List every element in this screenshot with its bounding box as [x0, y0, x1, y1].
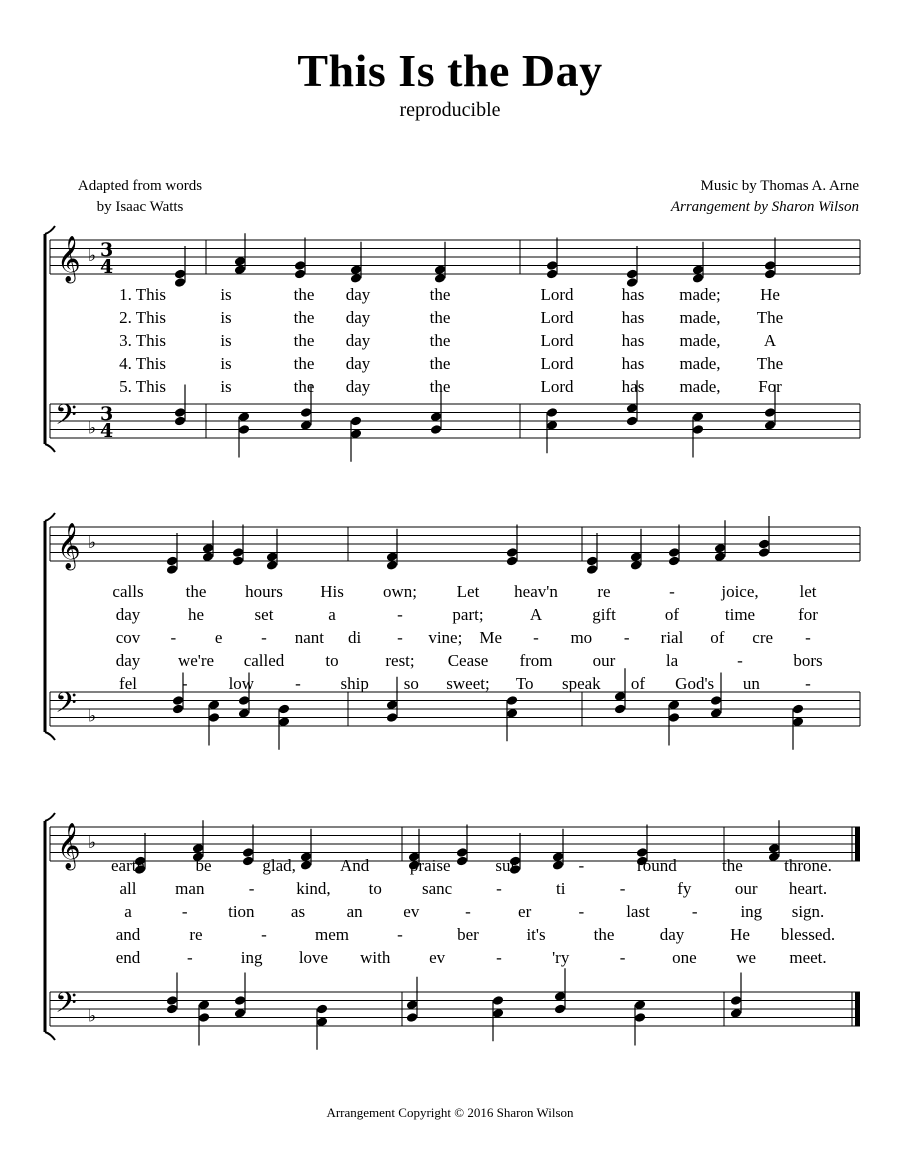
lyric-syllable: made, — [679, 354, 721, 373]
lyric-syllable: made; — [679, 285, 721, 304]
lyric-syllable: - — [533, 628, 539, 647]
lyric-syllable: made, — [679, 377, 721, 396]
lyric-syllable: - — [170, 628, 177, 647]
lyric-syllable: day — [345, 331, 371, 350]
notehead — [232, 547, 244, 558]
notehead — [174, 277, 186, 288]
treble-chord — [294, 238, 306, 280]
lyric-syllable: heart. — [788, 879, 828, 898]
notehead — [316, 1004, 328, 1015]
notehead — [294, 269, 306, 280]
bass-chord — [278, 704, 290, 750]
lyric-syllable: - — [619, 948, 626, 967]
notehead — [668, 556, 680, 567]
lyric-syllable: is — [220, 331, 232, 350]
lyric-syllable: ev — [403, 902, 420, 921]
lyric-syllable: of — [664, 605, 680, 624]
lyric-syllable: day — [345, 377, 371, 396]
notehead — [668, 547, 680, 558]
lyric-syllable: the — [293, 331, 315, 350]
time-sig-top: 3 — [100, 239, 114, 261]
flat-icon: ♭ — [88, 1006, 97, 1027]
lyric-syllable: our — [734, 879, 758, 898]
lyric-syllable: - — [619, 879, 626, 898]
notehead — [626, 269, 638, 280]
lyric-syllable: has — [621, 308, 645, 327]
lyric-syllable: the — [293, 354, 315, 373]
notehead — [406, 1012, 418, 1023]
lyric-syllable: it's — [526, 925, 546, 944]
lyric-syllable: nant — [294, 628, 324, 647]
notehead — [350, 416, 362, 427]
notehead — [546, 269, 558, 280]
lyric-syllable: fy — [677, 879, 692, 898]
bass-chord — [350, 416, 362, 462]
notehead — [614, 704, 626, 715]
lyric-syllable: A — [763, 331, 777, 350]
flat-icon: ♭ — [88, 833, 97, 853]
lyric-syllable: ev — [429, 948, 446, 967]
lyric-syllable: has — [621, 377, 645, 396]
lyric-syllable: Lord — [540, 285, 574, 304]
lyric-syllable: 2. This — [119, 308, 166, 327]
lyric-syllable: the — [429, 308, 451, 327]
flat-icon: ♭ — [88, 706, 97, 727]
bracket-bottom-hook — [45, 444, 55, 452]
notehead — [208, 712, 220, 723]
lyric-syllable: - — [737, 651, 743, 670]
notehead — [278, 704, 290, 715]
lyric-syllable: has — [621, 354, 645, 373]
lyric-syllable: own; — [383, 582, 417, 601]
time-sig-bottom: 4 — [100, 420, 114, 442]
composer-line: Music by Thomas A. Arne — [700, 178, 859, 194]
lyric-syllable: - — [465, 902, 471, 921]
lyric-syllable: all — [119, 879, 137, 898]
notehead — [492, 995, 504, 1006]
notehead — [792, 704, 804, 715]
lyric-syllable: love — [298, 948, 329, 967]
final-thick-barline — [855, 827, 860, 861]
lyric-syllable: the — [293, 285, 315, 304]
notehead — [546, 407, 558, 418]
lyric-syllable: mem — [315, 925, 349, 944]
notehead — [764, 269, 776, 280]
treble-chord — [668, 525, 680, 567]
lyric-syllable: he — [187, 605, 205, 624]
lyric-syllable: our — [592, 651, 616, 670]
lyric-syllable: the — [429, 354, 451, 373]
lyric-syllable: set — [254, 605, 274, 624]
lyric-syllable: to — [368, 879, 382, 898]
treble-clef-icon: 𝄞 — [57, 236, 81, 282]
bracket-bottom-hook — [45, 1032, 55, 1040]
lyric-syllable: For — [758, 377, 782, 396]
lyric-syllable: day — [345, 308, 371, 327]
lyric-syllable: Lord — [540, 331, 574, 350]
copyright-footer: Arrangement Copyright © 2016 Sharon Wilson — [326, 1105, 574, 1120]
lyric-syllable: ber — [457, 925, 479, 944]
lyric-syllable: - — [261, 628, 267, 647]
notehead — [166, 556, 178, 567]
bass-chord — [546, 407, 558, 453]
subtitle: reproducible — [399, 99, 501, 121]
flat-icon: ♭ — [88, 418, 97, 439]
lyric-syllable: hours — [245, 582, 283, 601]
notehead — [668, 712, 680, 723]
bass-chord — [238, 411, 250, 457]
bass-chord — [492, 995, 504, 1041]
notehead — [172, 704, 184, 715]
notehead — [242, 847, 254, 858]
treble-chord — [456, 825, 468, 867]
lyric-syllable: day — [345, 354, 371, 373]
lyric-syllable: day — [659, 925, 685, 944]
lyric-syllable: cre — [752, 628, 774, 647]
lyric-syllable: mo — [570, 628, 593, 647]
lyric-syllable: a — [328, 605, 336, 624]
lyric-syllable: di — [348, 628, 362, 647]
lyric-syllable: God's — [675, 674, 715, 693]
notehead — [166, 564, 178, 575]
lyric-syllable: the — [429, 331, 451, 350]
lyric-syllable: the — [293, 308, 315, 327]
lyrics-system-3 — [111, 856, 835, 967]
treble-clef-icon: 𝄞 — [57, 823, 81, 869]
arranger-line: Arrangement by Sharon Wilson — [670, 199, 859, 215]
lyric-syllable: bors — [793, 651, 823, 670]
lyric-syllable: cov — [115, 628, 141, 647]
lyric-syllable: is — [220, 377, 232, 396]
lyric-syllable: sweet; — [446, 674, 490, 693]
lyric-syllable: - — [578, 856, 585, 875]
system-3 — [45, 813, 860, 1050]
lyric-syllable: is — [220, 285, 232, 304]
bass-chord — [316, 1004, 328, 1050]
lyric-syllable: And — [340, 856, 370, 875]
bass-staff — [50, 399, 860, 443]
lyric-syllable: sanc — [421, 879, 453, 898]
lyric-syllable: 4. This — [119, 354, 166, 373]
notehead — [456, 847, 468, 858]
lyric-syllable: - — [669, 582, 675, 601]
treble-clef-icon: 𝄞 — [57, 523, 81, 569]
system-2 — [45, 513, 860, 750]
lyric-syllable: of — [630, 674, 646, 693]
lyric-syllable: has — [621, 331, 645, 350]
lyric-syllable: earth — [111, 856, 145, 875]
lyric-syllable: - — [186, 948, 193, 967]
lyric-syllable: as — [290, 902, 306, 921]
lyric-syllable: low — [228, 674, 255, 693]
lyric-syllable: The — [756, 308, 784, 327]
lyric-syllable: - — [496, 948, 502, 967]
lyric-syllable: for — [798, 605, 818, 624]
lyric-syllable: day — [345, 285, 371, 304]
bass-chord — [614, 668, 626, 714]
system-1 — [45, 226, 860, 462]
lyric-syllable: To — [515, 674, 534, 693]
lyric-syllable: so — [403, 674, 419, 693]
lyric-syllable: The — [756, 354, 784, 373]
lyric-syllable: blessed. — [780, 925, 836, 944]
lyric-syllable: sur — [495, 856, 517, 875]
notehead — [506, 695, 518, 706]
lyric-syllable: ing — [240, 948, 263, 967]
notehead — [546, 260, 558, 271]
notehead — [234, 995, 246, 1006]
notehead — [238, 424, 250, 435]
lyric-syllable: - — [397, 605, 403, 624]
bass-chord — [386, 677, 398, 723]
notehead — [692, 424, 704, 435]
notehead — [554, 1004, 566, 1015]
lyrics-system-2 — [112, 582, 822, 693]
lyric-syllable: the — [722, 856, 743, 875]
lyric-syllable: - — [805, 628, 811, 647]
notehead — [166, 995, 178, 1006]
bracket-top-hook — [45, 513, 55, 521]
lyric-syllable: Lord — [540, 377, 574, 396]
lyric-syllable: to — [325, 651, 339, 670]
lyric-syllable: glad, — [262, 856, 296, 875]
lyric-syllable: called — [243, 651, 285, 670]
notehead — [174, 407, 186, 418]
lyric-syllable: with — [360, 948, 391, 967]
final-thick-barline — [855, 992, 860, 1026]
lyric-syllable: a — [124, 902, 132, 921]
lyric-syllable: Lord — [540, 308, 574, 327]
notehead — [174, 416, 186, 427]
lyric-syllable: the — [429, 285, 451, 304]
lyric-syllable: Lord — [540, 354, 574, 373]
flat-icon: ♭ — [88, 246, 97, 266]
lyric-syllable: the — [293, 377, 315, 396]
lyric-syllable: heav'n — [514, 582, 558, 601]
lyricist-line-2: by Isaac Watts — [96, 199, 184, 215]
notehead — [730, 995, 742, 1006]
bracket-top-hook — [45, 813, 55, 821]
notehead — [586, 556, 598, 567]
lyric-syllable: e — [214, 628, 223, 647]
lyric-syllable: the — [593, 925, 615, 944]
bracket-bottom-hook — [45, 732, 55, 740]
notehead — [586, 564, 598, 575]
lyric-syllable: throne. — [784, 856, 832, 875]
treble-chord — [506, 525, 518, 567]
treble-chord — [586, 533, 598, 575]
bass-clef-icon: 𝄢 — [55, 686, 77, 727]
treble-chord — [174, 246, 186, 288]
lyric-syllable: rial — [660, 628, 684, 647]
lyric-syllable: 5. This — [119, 377, 166, 396]
bass-chord — [406, 977, 418, 1023]
lyric-syllable: round — [637, 856, 677, 875]
bass-chord — [234, 973, 246, 1019]
treble-chord — [546, 238, 558, 280]
lyric-syllable: day — [115, 651, 141, 670]
lyric-syllable: calls — [112, 582, 144, 601]
lyric-syllable: - — [496, 879, 502, 898]
lyric-syllable: part; — [452, 605, 484, 624]
lyric-syllable: 'ry — [552, 948, 570, 967]
lyric-syllable: ti — [556, 879, 566, 898]
lyric-syllable: fel — [119, 674, 137, 693]
notehead — [174, 269, 186, 280]
time-sig-bottom: 4 — [100, 256, 114, 278]
lyric-syllable: made, — [679, 308, 721, 327]
notehead — [166, 1004, 178, 1015]
bass-clef-icon: 𝄢 — [55, 398, 77, 439]
lyric-syllable: and — [115, 925, 141, 944]
bass-clef-icon: 𝄢 — [55, 986, 77, 1027]
lyric-syllable: kind, — [296, 879, 331, 898]
lyric-syllable: speak — [561, 674, 601, 693]
lyric-syllable: an — [346, 902, 363, 921]
lyric-syllable: we're — [177, 651, 215, 670]
notehead — [758, 547, 770, 558]
lyric-syllable: sign. — [791, 902, 825, 921]
bass-chord — [792, 704, 804, 750]
lyric-syllable: Let — [456, 582, 480, 601]
bass-chord — [506, 695, 518, 741]
bass-chord — [198, 999, 210, 1045]
bracket-top-hook — [45, 226, 55, 234]
lyric-syllable: ship — [340, 674, 369, 693]
lyric-syllable: re — [189, 925, 203, 944]
treble-chord — [242, 825, 254, 867]
lyric-syllable: - — [397, 628, 403, 647]
lyric-syllable: - — [248, 879, 255, 898]
time-sig-top: 3 — [100, 403, 114, 425]
lyric-syllable: of — [710, 628, 725, 647]
notehead — [294, 260, 306, 271]
lyrics-system-1 — [119, 285, 783, 396]
lyric-syllable: - — [578, 902, 585, 921]
lyric-syllable: He — [760, 285, 780, 304]
lyric-syllable: - — [181, 674, 188, 693]
notehead — [456, 856, 468, 867]
lyric-syllable: let — [799, 582, 817, 601]
lyric-syllable: made, — [679, 331, 721, 350]
lyric-syllable: A — [529, 605, 543, 624]
lyric-syllable: is — [220, 308, 232, 327]
notehead — [430, 424, 442, 435]
bass-chord — [730, 973, 742, 1019]
treble-chord — [764, 238, 776, 280]
lyric-syllable: has — [621, 285, 645, 304]
lyric-syllable: - — [397, 925, 403, 944]
notehead — [764, 260, 776, 271]
lyric-syllable: - — [691, 902, 698, 921]
treble-staff — [50, 236, 860, 284]
lyric-syllable: ing — [740, 902, 763, 921]
notehead — [232, 556, 244, 567]
lyric-syllable: day — [115, 605, 141, 624]
lyric-syllable: - — [181, 902, 188, 921]
lyric-syllable: re — [597, 582, 611, 601]
treble-chord — [232, 525, 244, 567]
lyric-syllable: end — [115, 948, 141, 967]
lyric-syllable: time — [724, 605, 756, 624]
lyric-syllable: tion — [228, 902, 255, 921]
lyric-syllable: last — [626, 902, 650, 921]
lyric-syllable: la — [665, 651, 679, 670]
lyric-syllable: er — [518, 902, 532, 921]
lyric-syllable: the — [185, 582, 207, 601]
lyric-syllable: meet. — [789, 948, 827, 967]
lyric-syllable: gift — [592, 605, 616, 624]
bass-chord — [668, 699, 680, 745]
bass-chord — [208, 699, 220, 745]
bass-chord — [634, 999, 646, 1045]
notehead — [242, 856, 254, 867]
notehead — [626, 416, 638, 427]
lyric-syllable: 1. This — [119, 285, 166, 304]
lyric-syllable: He — [730, 925, 750, 944]
lyric-syllable: - — [805, 674, 811, 693]
lyric-syllable: joice, — [721, 582, 759, 601]
lyric-syllable: the — [429, 377, 451, 396]
lyric-syllable: is — [220, 354, 232, 373]
notehead — [506, 556, 518, 567]
lyric-syllable: from — [519, 651, 553, 670]
notehead — [710, 695, 722, 706]
lyric-syllable: man — [175, 879, 205, 898]
lyric-syllable: - — [295, 674, 301, 693]
bass-chord — [554, 968, 566, 1014]
lyric-syllable: we — [736, 948, 757, 967]
notehead — [172, 695, 184, 706]
notehead — [386, 712, 398, 723]
lyric-syllable: Me — [479, 628, 503, 647]
treble-chord — [626, 246, 638, 288]
treble-chord — [758, 516, 770, 558]
lyric-syllable: - — [261, 925, 267, 944]
treble-chord — [166, 533, 178, 575]
lyric-syllable: His — [320, 582, 344, 601]
notehead — [506, 547, 518, 558]
notehead — [758, 539, 770, 550]
lyric-syllable: one — [672, 948, 697, 967]
lyricist-line-1: Adapted from words — [77, 178, 203, 194]
notehead — [764, 407, 776, 418]
lyric-syllable: be — [195, 856, 212, 875]
bass-chord — [174, 385, 186, 427]
lyric-syllable: praise — [409, 856, 451, 875]
lyric-syllable: - — [623, 628, 630, 647]
lyric-syllable: vine; — [428, 628, 463, 647]
notehead — [198, 1012, 210, 1023]
lyric-syllable: Cease — [447, 651, 489, 670]
bass-chord — [692, 411, 704, 457]
page-title: This Is the Day — [297, 45, 603, 96]
flat-icon: ♭ — [88, 533, 97, 553]
notehead — [238, 695, 250, 706]
lyric-syllable: 3. This — [119, 331, 166, 350]
notehead — [300, 407, 312, 418]
lyric-syllable: un — [742, 674, 760, 693]
lyric-syllable: rest; — [385, 651, 415, 670]
bass-chord — [166, 973, 178, 1015]
notehead — [634, 1012, 646, 1023]
